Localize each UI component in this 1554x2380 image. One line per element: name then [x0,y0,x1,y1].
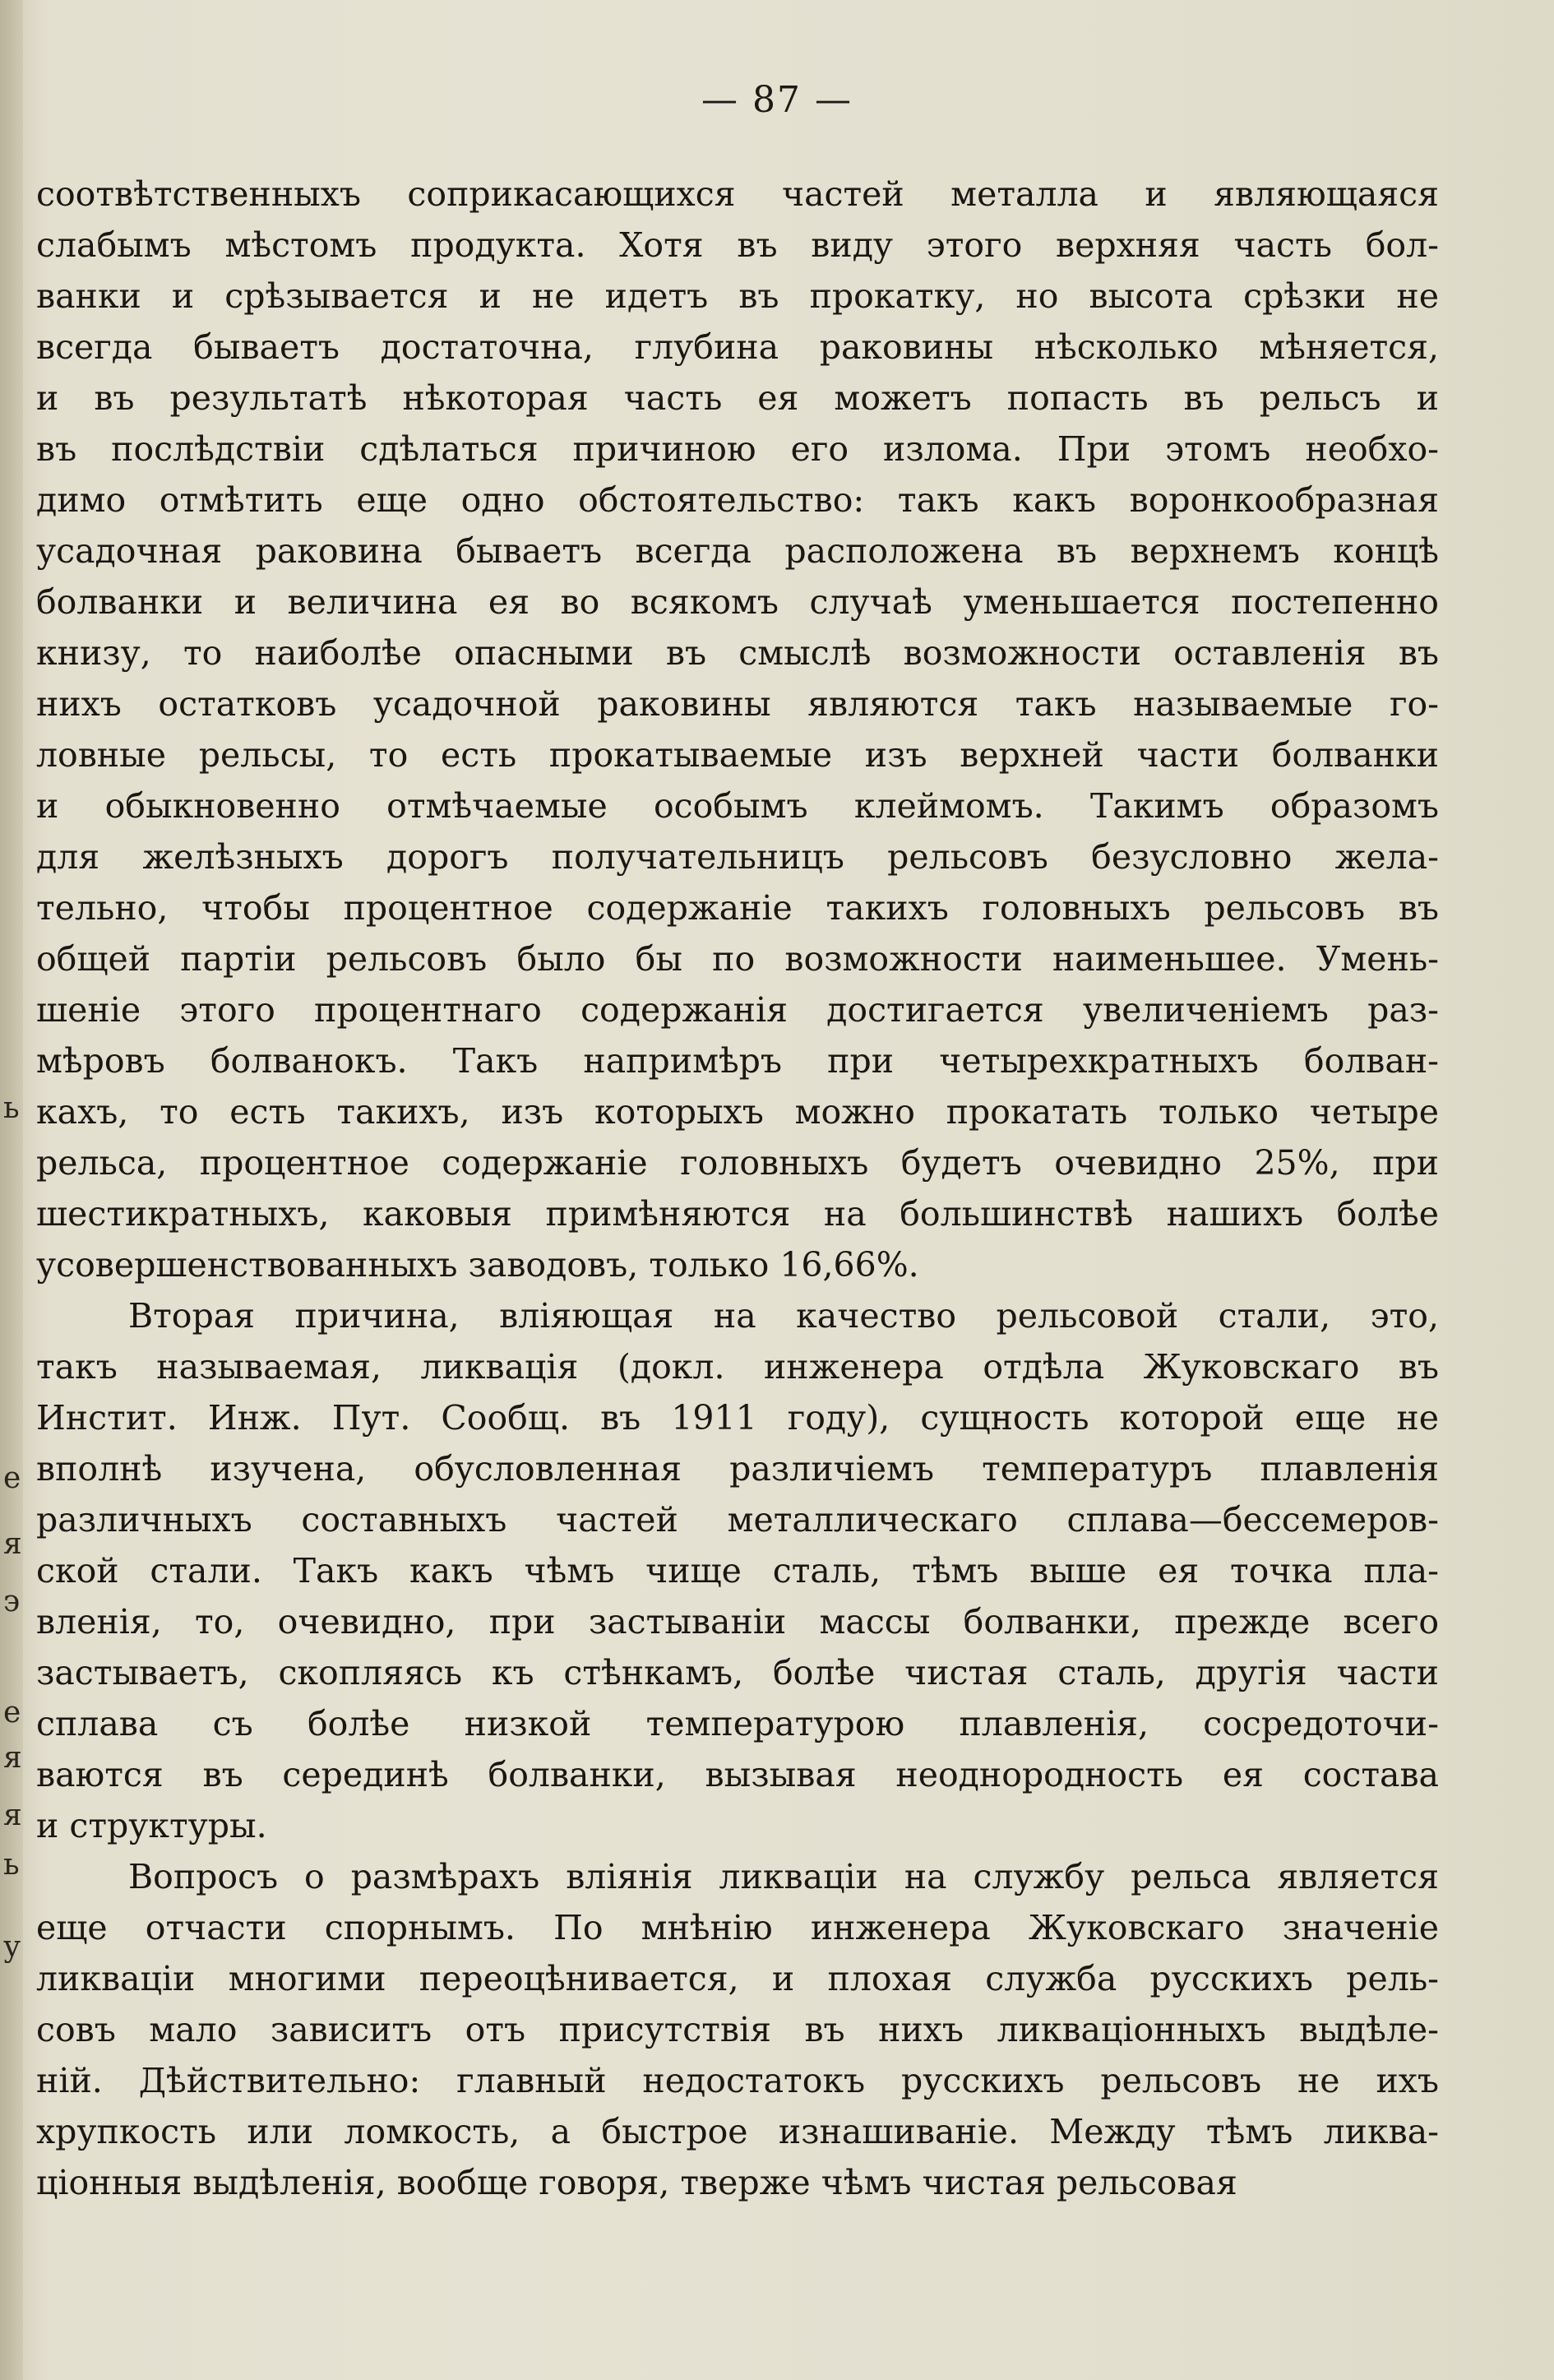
text-line: тельно, чтобы процентное содержаніе такихъ головныхъ рельсовъ въ [36,888,1439,928]
text-line: различныхъ составныхъ частей металлическаго сплава—бессемеров- [36,1500,1439,1540]
text-line: ній. Дѣйствительно: главный недостатокъ русскихъ рельсовъ не ихъ [36,2061,1439,2100]
text-line: мѣровъ болванокъ. Такъ напримѣръ при четырехкратныхъ болван- [36,1041,1439,1081]
edge-letter: ь [3,1091,20,1125]
text-line: ской стали. Такъ какъ чѣмъ чище сталь, тѣмъ выше ея точка пла- [36,1551,1439,1591]
text-line: ванки и срѣзывается и не идетъ въ прокатку, но высота срѣзки не [36,276,1439,316]
text-line: димо отмѣтить еще одно обстоятельство: такъ какъ воронкообразная [36,480,1439,520]
edge-letter: э [3,1585,21,1618]
edge-letter: я [3,1527,22,1561]
paragraph-p2 [36,1290,1439,1851]
text-line: усадочная раковина бываетъ всегда расположена въ верхнемъ концѣ [36,531,1439,571]
text-line: для желѣзныхъ дорогъ получательницъ рельсовъ безусловно жела- [36,837,1439,877]
page-number: — 87 — [701,79,853,121]
text-line: Инстит. Инж. Пут. Сообщ. въ 1911 году), сущность которой еще не [36,1398,1439,1438]
text-line: ловные рельсы, то есть прокатываемые изъ верхней части болванки [36,735,1439,775]
text-line: кахъ, то есть такихъ, изъ которыхъ можно прокатать только четыре [36,1092,1439,1132]
edge-letter: ь [3,1848,20,1882]
text-line: застываетъ, скопляясь къ стѣнкамъ, болѣе чистая сталь, другія части [36,1653,1439,1692]
text-line: и въ результатѣ нѣкоторая часть ея можетъ попасть въ рельсъ и [36,378,1439,418]
paragraph-p1 [36,169,1439,1290]
text-line: рельса, процентное содержаніе головныхъ будетъ очевидно 25%, при [36,1143,1439,1183]
text-line: всегда бываетъ достаточна, глубина раковины нѣсколько мѣняется, [36,327,1439,367]
edge-letter: e [3,1461,21,1495]
text-line: и структуры. [36,1806,267,1845]
text-line: въ послѣдствіи сдѣлаться причиною его излома. При этомъ необхо- [36,429,1439,469]
text-line: усовершенствованныхъ заводовъ, только 16,66%. [36,1245,919,1285]
text-line: книзу, то наиболѣе опасными въ смыслѣ возможности оставленія въ [36,633,1439,673]
text-line: болванки и величина ея во всякомъ случаѣ уменьшается постепенно [36,582,1439,622]
text-line: ликваціи многими переоцѣнивается, и плохая служба русскихъ рель- [36,1959,1439,1998]
text-line: вленія, то, очевидно, при застываніи массы болванки, прежде всего [36,1602,1439,1641]
text-line: Вторая причина, вліяющая на качество рельсовой стали, это, [128,1296,1439,1336]
text-line: ціонныя выдѣленія, вообще говоря, тверже чѣмъ чистая рельсовая [36,2163,1237,2202]
text-line: ваются въ серединѣ болванки, вызывая неоднородность ея состава [36,1755,1439,1794]
facing-page-edge-letters [3,164,21,2352]
text-line: сплава съ болѣе низкой температурою плавленія, сосредоточи- [36,1704,1439,1743]
edge-letter: я [3,1741,22,1775]
text-line: общей партіи рельсовъ было бы по возможности наименьшее. Умень- [36,939,1439,979]
text-line: нихъ остатковъ усадочной раковины являются такъ называемые го- [36,684,1439,724]
text-line: совъ мало зависитъ отъ присутствія въ нихъ ликваціонныхъ выдѣле- [36,2010,1439,2049]
body-text [36,169,1439,2208]
text-line: Вопросъ о размѣрахъ вліянія ликваціи на службу рельса является [128,1857,1439,1896]
text-line: слабымъ мѣстомъ продукта. Хотя въ виду этого верхняя часть бол- [36,225,1439,265]
text-line: хрупкость или ломкость, а быстрое изнашиваніе. Между тѣмъ ликва- [36,2112,1439,2151]
text-line: шеніе этого процентнаго содержанія достигается увеличеніемъ раз- [36,990,1439,1030]
text-line: такъ называемая, ликвація (докл. инженера отдѣла Жуковскаго въ [36,1347,1439,1387]
text-line: соотвѣтственныхъ соприкасающихся частей металла и являющаяся [36,174,1439,214]
text-line: шестикратныхъ, каковыя примѣняются на большинствѣ нашихъ болѣе [36,1194,1439,1234]
text-line: вполнѣ изучена, обусловленная различіемъ температуръ плавленія [36,1449,1439,1489]
edge-letter: у [3,1930,21,1964]
edge-letter: я [3,1799,22,1832]
edge-letter: e [3,1696,21,1729]
paragraph-p3 [36,1851,1439,2208]
text-line: еще отчасти спорнымъ. По мнѣнію инженера Жуковскаго значеніе [36,1908,1439,1947]
text-line: и обыкновенно отмѣчаемые особымъ клеймомъ. Такимъ образомъ [36,786,1439,826]
